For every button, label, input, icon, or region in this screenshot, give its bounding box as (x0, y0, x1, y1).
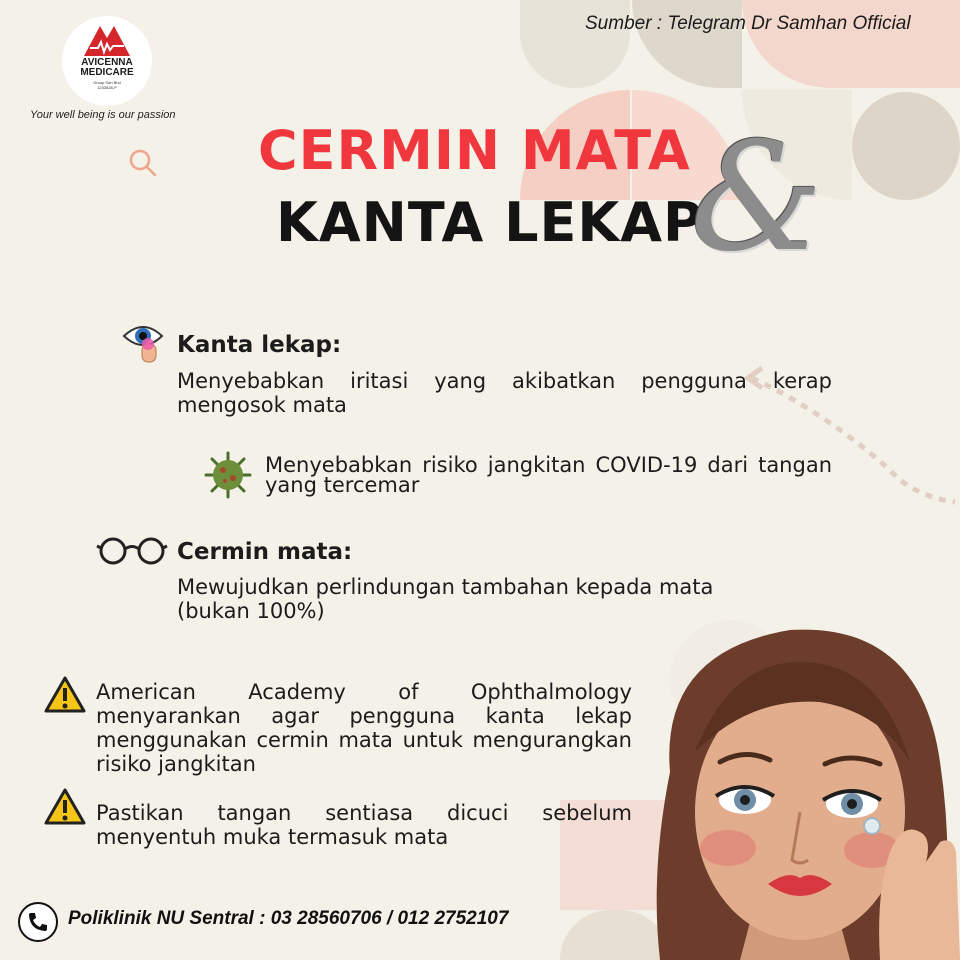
kanta-point-1: Menyebabkan iritasi yang akibatkan pengguna kerap mengosok mata (177, 369, 832, 417)
virus-icon (203, 450, 253, 500)
decor-shape (852, 92, 960, 200)
logo-name: AVICENNA MEDICARE (80, 57, 134, 78)
kanta-heading: Kanta lekap: (177, 332, 342, 358)
ampersand: & (690, 111, 824, 285)
tagline: Your well being is our passion (30, 109, 176, 121)
title-line2: KANTA LEKAP (276, 191, 704, 254)
logo-mark-icon (82, 22, 132, 58)
source-credit: Sumber : Telegram Dr Samhan Official (585, 13, 911, 34)
search-icon (128, 148, 158, 178)
title-line1: CERMIN MATA (258, 119, 691, 182)
warning-text-2: Pastikan tangan sentiasa dicuci sebelum menyentuh muka termasuk mata (96, 801, 632, 849)
glasses-icon (96, 536, 168, 566)
woman-illustration (640, 622, 960, 960)
warning-icon (44, 676, 86, 714)
warning-icon (44, 788, 86, 826)
footer-contact: Poliklinik NU Sentral : 03 28560706 / 012 2752107 (68, 908, 509, 929)
cermin-point-1: Mewujudkan perlindungan tambahan kepada mata (bukan 100%) (177, 575, 714, 623)
phone-icon (26, 910, 50, 934)
cermin-heading: Cermin mata: (177, 539, 353, 565)
logo-sub: Group Sdn Bhd 1243828-P (93, 80, 121, 90)
warning-text-1: American Academy of Ophthalmology menyarankan agar pengguna kanta lekap menggunakan cermin mata untuk mengurangkan risiko jangkitan (96, 680, 632, 776)
kanta-point-2: Menyebabkan risiko jangkitan COVID-19 dari tangan yang tercemar (265, 453, 832, 497)
eye-contact-icon (122, 320, 164, 364)
